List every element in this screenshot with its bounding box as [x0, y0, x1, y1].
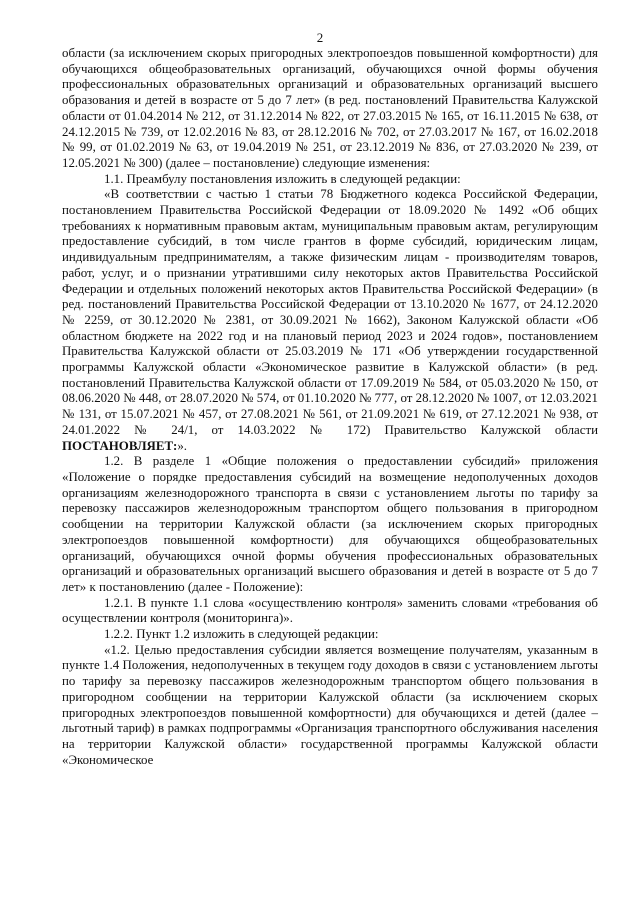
preamble-tail: ». — [177, 438, 188, 453]
preamble-text: «В соответствии с частью 1 статьи 78 Бюджетного кодекса Российской Федерации, постановлением Правительства Российской Федерации от 18.09.2020 № 1492 «Об общих требованиях к нормативным правовым актам, муниципальным правовым актам, регулирующим предоставление субсидий, в том числе грантов в форме субсидий, юридическим лицам, индивидуальным предпринимателям, а также физическим лицам - производителям товаров, работ, услуг, и о признании утратившими силу некоторых актов Правительства Российской Федерации и отдельных положений некоторых актов Правительства Российской Федерации» (в ред. постановлений Правительства Российской Федерации от 13.10.2020 № 1677, от 24.12.2020 № 2259, от 30.12.2020 № 2381, от 30.09.2021 № 1662), Законом Калужской области «Об областном бюджете на 2022 год и на плановый период 2023 и 2024 годов», постановлением Правительства Калужской области от 25.03.2019 № 171 «Об утверждении государственной программы Калужской области «Экономическое развитие в Калужской области» (в ред. постановлений Правительства Калужской области от 17.09.2019 № 584, от 05.03.2020 № 150, от 08.06.2020 № 448, от 28.07.2020 № 574, от 01.10.2020 № 777, от 28.12.2020 № 1007, от 12.03.2021 № 131, от 15.07.2021 № 457, от 27.08.2021 № 561, от 21.09.2021 № 619, от 27.12.2021 № 938, от 24.01.2022 № 24/1, от 14.03.2022 № 172) Правительство Калужской области — [62, 187, 598, 437]
preamble-decree-word: ПОСТАНОВЛЯЕТ: — [62, 438, 178, 453]
paragraph-1-1: 1.1. Преамбулу постановления изложить в следующей редакции: — [104, 171, 461, 186]
paragraph-1-2: 1.2. В разделе 1 «Общие положения о предоставлении субсидий» приложения «Положение о порядке предоставления субсидий на возмещение недополученных доходов организациям железнодорожного транспорта в связи с установлением льготы по тарифу за перевозку пассажиров железнодорожным транспортом общего пользования в пригородном сообщении на территории Калужской области (за исключением скорых пригородных электропоездов повышенной комфортности) для обучающихся общеобразовательных организаций, обучающихся очной формы обучения профессиональных образовательных организаций и образовательных организаций высшего образования и детей в возрасте от 5 до 7 лет» к постановлению (далее - Положение): — [62, 454, 598, 594]
paragraph-preamble — [62, 187, 598, 454]
paragraph-1-2-1: 1.2.1. В пункте 1.1 слова «осуществлению контроля» заменить словами «требования об осуществлении контроля (мониторинга)». — [62, 595, 598, 626]
paragraph-intro: области (за исключением скорых пригородных электропоездов повышенной комфортности) для обучающихся общеобразовательных организаций, обучающихся очной формы обучения профессиональных образовательных организаций и образовательных организаций высшего образования и детей в возрасте от 5 до 7 лет» (в ред. постановлений Правительства Калужской области от 01.04.2014 № 212, от 31.12.2014 № 822, от 27.03.2015 № 165, от 16.11.2015 № 638, от 24.12.2015 № 739, от 12.02.2016 № 83, от 28.12.2016 № 702, от 27.03.2017 № 167, от 16.02.2018 № 99, от 01.02.2019 № 63, от 19.04.2019 № 251, от 23.12.2019 № 836, от 27.03.2020 № 239, от 12.05.2021 № 300) (далее – постановление) следующие изменения: — [62, 46, 598, 170]
paragraph-goal: «1.2. Целью предоставления субсидии является возмещение получателям, указанным в пункте 1.4 Положения, недополученных в текущем году доходов в связи с установлением льготы по тарифу за перевозку пассажиров железнодорожным транспортом общего пользования в пригородном сообщении на территории Калужской области (за исключением скорых пригородных электропоездов повышенной комфортности) для обучающихся и детей (далее – льготный тариф) в рамках подпрограммы «Организация транспортного обслуживания населения на территории Калужской области» государственной программы Калужской области «Экономическое — [62, 642, 598, 767]
document-body — [62, 46, 598, 768]
page-number: 2 — [316, 30, 324, 45]
paragraph-1-2-2: 1.2.2. Пункт 1.2 изложить в следующей редакции: — [104, 627, 379, 642]
